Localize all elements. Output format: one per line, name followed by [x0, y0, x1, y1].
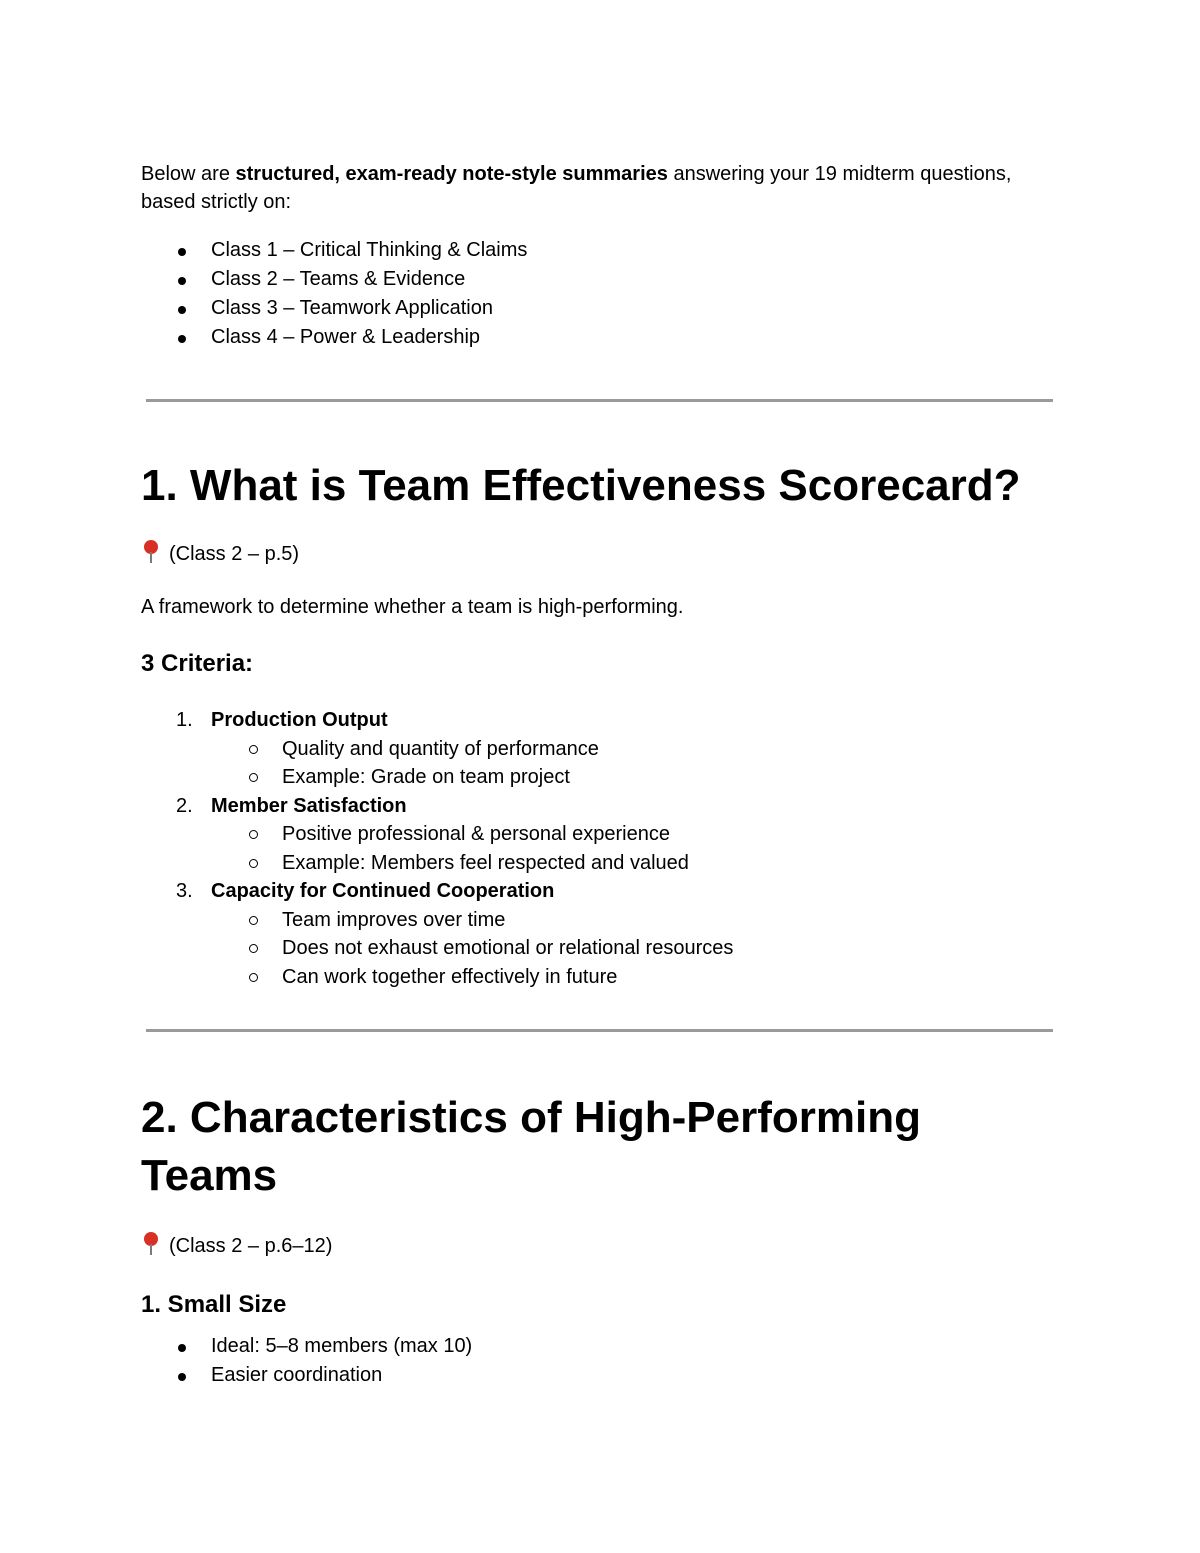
- list-item: [211, 820, 1056, 849]
- list-item: [211, 934, 1056, 963]
- list-item: [141, 236, 1056, 265]
- small-size-list: [141, 1332, 472, 1390]
- list-item: [211, 906, 1056, 935]
- class-item-text: Class 2 – Teams & Evidence: [211, 268, 466, 290]
- hollow-bullet-icon: [249, 859, 258, 868]
- criteria-heading: 3 Criteria:: [141, 650, 254, 677]
- class-item-text: Class 1 – Critical Thinking & Claims: [211, 239, 528, 261]
- list-item: [211, 849, 1056, 878]
- hollow-bullet-icon: [249, 830, 258, 839]
- point-text: Does not exhaust emotional or relational resources: [282, 937, 734, 959]
- criterion-title: Production Output: [211, 709, 388, 731]
- bullet-icon: [178, 248, 186, 256]
- hollow-bullet-icon: [249, 773, 258, 782]
- criterion-points: [211, 820, 1056, 877]
- point-text: Team improves over time: [282, 908, 506, 931]
- list-item: [141, 323, 1056, 352]
- class-item-text: Class 3 – Teamwork Application: [211, 297, 493, 319]
- divider: [146, 399, 1053, 402]
- point-text: Quality and quantity of performance: [282, 737, 599, 760]
- criterion-title: Member Satisfaction: [211, 794, 407, 817]
- intro-paragraph: [141, 160, 1056, 216]
- section-1-reference: [141, 540, 299, 568]
- section-1-ref-text: (Class 2 – p.5): [169, 543, 300, 565]
- list-item: [211, 735, 1056, 764]
- bullet-icon: [178, 1344, 186, 1352]
- class-list: [141, 236, 1056, 352]
- point-text: Ideal: 5–8 members (max 10): [211, 1335, 473, 1357]
- criterion-number: 3.: [176, 880, 193, 902]
- small-size-heading: 1. Small Size: [141, 1291, 287, 1318]
- point-text: Easier coordination: [211, 1364, 383, 1386]
- point-text: Example: Members feel respected and valued: [282, 851, 689, 874]
- class-item-text: Class 4 – Power & Leadership: [211, 326, 481, 348]
- bullet-icon: [178, 306, 186, 314]
- pin-icon: [141, 540, 161, 564]
- criterion-item: [141, 792, 1056, 878]
- intro-text-before: Below are: [141, 163, 236, 185]
- list-item: [141, 1332, 472, 1361]
- criterion-number: 2.: [176, 794, 193, 817]
- bullet-icon: [178, 335, 186, 343]
- criterion-item: [141, 877, 1056, 991]
- section-2-heading: 2. Characteristics of High-Performing Teams: [141, 1093, 921, 1200]
- criterion-title: Capacity for Continued Cooperation: [211, 880, 555, 902]
- pin-icon: [141, 1232, 161, 1256]
- hollow-bullet-icon: [249, 745, 258, 754]
- section-2-ref-text: (Class 2 – p.6–12): [169, 1235, 333, 1257]
- criteria-list: [141, 706, 1056, 991]
- criterion-points: [211, 906, 1056, 992]
- list-item: [141, 294, 1056, 323]
- bullet-icon: [178, 277, 186, 285]
- section-2-reference: [141, 1232, 332, 1260]
- criterion-points: [211, 735, 1056, 792]
- point-text: Example: Grade on team project: [282, 766, 570, 788]
- list-item: [141, 265, 1056, 294]
- point-text: Can work together effectively in future: [282, 965, 618, 988]
- intro-text-after: answering your 19 midterm questions, based strictly on:: [141, 163, 1012, 213]
- criterion-item: [141, 706, 1056, 792]
- divider: [146, 1029, 1053, 1032]
- hollow-bullet-icon: [249, 944, 258, 953]
- section-1-heading: 1. What is Team Effectiveness Scorecard?: [141, 461, 1021, 510]
- hollow-bullet-icon: [249, 916, 258, 925]
- document-page: [141, 160, 1056, 1386]
- list-item: [141, 1361, 472, 1390]
- point-text: Positive professional & personal experience: [282, 823, 670, 845]
- criterion-number: 1.: [176, 709, 193, 731]
- hollow-bullet-icon: [249, 973, 258, 982]
- section-1-description: A framework to determine whether a team is high-performing.: [141, 596, 684, 618]
- intro-bold-text: structured, exam-ready note-style summaries: [235, 163, 668, 185]
- bullet-icon: [178, 1373, 186, 1381]
- list-item: [211, 763, 1056, 792]
- list-item: [211, 963, 1056, 992]
